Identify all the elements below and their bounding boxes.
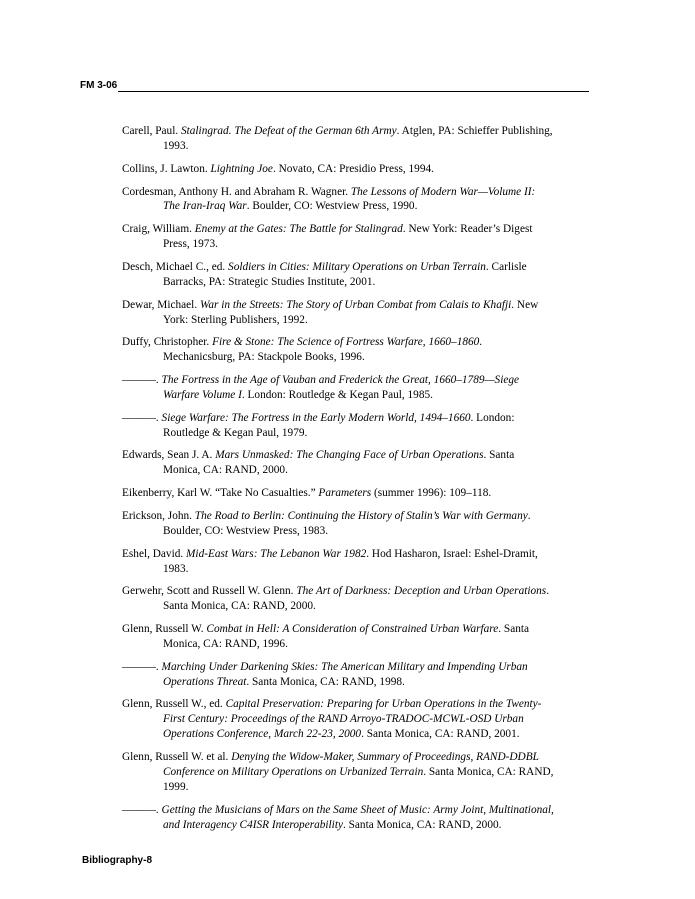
- entry-publication: . Hod Hasharon, Israel: Eshel-Dramit, 1983.: [163, 547, 538, 575]
- entry-author: ———.: [122, 803, 162, 816]
- bibliography-entry: [122, 185, 554, 215]
- entry-title: Marching Under Darkening Skies: The American Military and Impending Urban Operations Threat: [161, 660, 528, 688]
- entry-author: Edwards, Sean J. A.: [122, 449, 216, 462]
- entry-author: Glenn, Russell W. et al.: [122, 751, 232, 764]
- entry-author: Collins, J. Lawton.: [122, 162, 211, 175]
- bibliography-entry: [122, 335, 554, 365]
- entry-title: Soldiers in Cities: Military Operations on Urban Terrain: [228, 260, 486, 273]
- entry-publication: . Santa Monica, CA: RAND, 2000.: [163, 449, 515, 477]
- page-footer: Bibliography-8: [82, 855, 153, 866]
- entry-title: Mars Unmasked: The Changing Face of Urban Operations: [215, 449, 484, 462]
- entry-publication: . Santa Monica, CA: RAND, 1999.: [163, 765, 554, 793]
- entry-title: Capital Preservation: Preparing for Urban Operations in the Twenty-First Century: Proceedings of the RAND Arroyo-TRADOC-MCWL-OSD Urban Operations Conference, March 22-23, 2000: [163, 698, 542, 741]
- entry-author: Dewar, Michael.: [122, 298, 200, 311]
- page-header: [80, 80, 589, 94]
- bibliography-entry: [122, 660, 554, 690]
- entry-author: Glenn, Russell W.: [122, 623, 207, 636]
- bibliography-entry: [122, 124, 554, 154]
- entry-title: Lightning Joe: [210, 162, 273, 175]
- entry-publication: . London: Routledge & Kegan Paul, 1979.: [163, 411, 515, 439]
- bibliography-entry: [122, 750, 554, 795]
- entry-author: Desch, Michael C., ed.: [122, 260, 229, 273]
- entry-author: Carell, Paul.: [122, 125, 181, 137]
- bibliography-entry: [122, 509, 554, 539]
- entry-publication: . Boulder, CO: Westview Press, 1983.: [163, 509, 531, 537]
- bibliography-entry: [122, 162, 554, 177]
- entry-publication: . New York: Sterling Publishers, 1992.: [163, 298, 539, 326]
- entry-publication: . Santa Monica, CA: RAND, 1996.: [163, 623, 530, 650]
- entry-title: The Road to Berlin: Continuing the History of Stalin’s War with Germany: [194, 509, 528, 522]
- entry-title: Fire & Stone: The Science of Fortress Warfare, 1660–1860: [212, 336, 480, 349]
- entry-publication: . Santa Monica, CA: RAND, 2000.: [342, 818, 502, 831]
- bibliography-entry: [122, 222, 554, 252]
- entry-title: Parameters: [318, 487, 372, 500]
- bibliography-entry: [122, 448, 554, 478]
- entry-publication: . Santa Monica, CA: RAND, 1998.: [246, 675, 405, 688]
- entry-publication: . Carlisle Barracks, PA: Strategic Studies Institute, 2001.: [163, 260, 527, 288]
- bibliography-entry: [122, 486, 554, 501]
- entry-author: Gerwehr, Scott and Russell W. Glenn.: [122, 585, 297, 598]
- entry-publication: . Santa Monica, CA: RAND, 2001.: [361, 728, 520, 741]
- bibliography-entry: [122, 697, 554, 742]
- entry-author: ———.: [122, 411, 162, 424]
- bibliography-entry: [122, 803, 554, 833]
- bibliography-entry: [122, 411, 554, 441]
- entry-title: Getting the Musicians of Mars on the Same Sheet of Music: Army Joint, Multinational, and Interagency C4ISR Interoperability: [161, 803, 554, 831]
- bibliography-entry: [122, 547, 554, 577]
- entry-title: Mid-East Wars: The Lebanon War 1982: [186, 547, 367, 560]
- entry-title: Enemy at the Gates: The Battle for Stalingrad: [194, 223, 403, 236]
- bibliography-list: [122, 124, 554, 840]
- manual-number: FM 3-06: [80, 80, 121, 92]
- entry-author: Erickson, John.: [122, 509, 195, 522]
- entry-author: Craig, William.: [122, 223, 195, 236]
- entry-publication: . London: Routledge & Kegan Paul, 1985.: [241, 388, 433, 401]
- entry-author: Eshel, David.: [122, 547, 187, 560]
- bibliography-entry: [122, 622, 554, 652]
- bibliography-entry: [122, 373, 554, 403]
- bibliography-entry: [122, 260, 554, 290]
- entry-title: Denying the Widow-Maker, Summary of Proceedings, RAND-DDBL Conference on Military Operations on Urbanized Terrain: [163, 751, 539, 778]
- entry-title: Combat in Hell: A Consideration of Constrained Urban Warfare: [206, 623, 499, 636]
- bibliography-entry: [122, 298, 554, 328]
- entry-publication: . Santa Monica, CA: RAND, 2000.: [163, 585, 550, 613]
- entry-title: The Lessons of Modern War—Volume II: The Iran-Iraq War: [163, 185, 536, 213]
- entry-author: Duffy, Christopher.: [122, 336, 213, 349]
- entry-title: War in the Streets: The Story of Urban Combat from Calais to Khafji: [199, 298, 512, 311]
- entry-publication: (summer 1996): 109–118.: [371, 487, 492, 500]
- entry-author: Eikenberry, Karl W. “Take No Casualties.”: [122, 487, 319, 500]
- entry-author: ———.: [122, 374, 162, 387]
- entry-publication: . Atglen, PA: Schieffer Publishing, 1993.: [163, 125, 553, 152]
- entry-publication: . Novato, CA: Presidio Press, 1994.: [272, 162, 434, 175]
- entry-author: Glenn, Russell W., ed.: [122, 698, 226, 711]
- entry-title: Stalingrad. The Defeat of the German 6th Army: [180, 125, 397, 137]
- entry-publication: . New York: Reader’s Digest Press, 1973.: [163, 223, 533, 251]
- entry-publication: . Boulder, CO: Westview Press, 1990.: [246, 200, 418, 213]
- entry-title: The Art of Darkness: Deception and Urban Operations: [296, 585, 547, 598]
- entry-author: Cordesman, Anthony H. and Abraham R. Wagner.: [122, 185, 351, 198]
- entry-title: The Fortress in the Age of Vauban and Frederick the Great, 1660–1789—Siege Warfare Volume I: [161, 374, 520, 401]
- header-rule: [118, 91, 589, 92]
- bibliography-entry: [122, 584, 554, 614]
- entry-publication: . Mechanicsburg, PA: Stackpole Books, 1996.: [163, 336, 483, 364]
- entry-title: Siege Warfare: The Fortress in the Early Modern World, 1494–1660: [161, 411, 471, 424]
- entry-author: ———.: [122, 660, 162, 673]
